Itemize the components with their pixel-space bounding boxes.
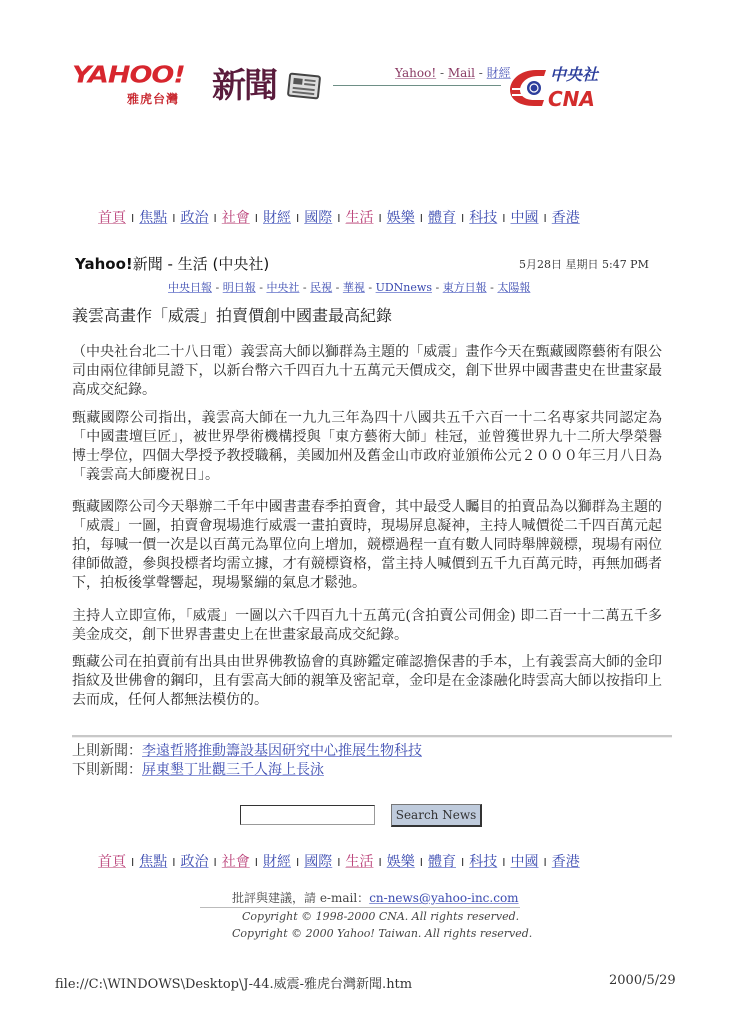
nav-item-society[interactable]: 社會 (221, 210, 250, 226)
search-news-button[interactable]: Search News (391, 804, 482, 827)
article-paragraph: 甄藏國際公司今天舉辦二千年中國書畫春季拍賣會，其中最受人矚目的拍賣品為以獅群為主題的「威震」一圖，拍賣會現場進行威震一畫拍賣時，現場屏息凝神，主持人喊價從二千四百萬元起拍，每喊一價一次是以百萬元為單位向上增加，競標過程一直有數人同時舉牌競標，現場有兩位律師做證，參與投標者均需立據，才有競標資格，當主持人喊價到五千九百萬元時，再無加碼者下，拍板後掌聲響起，現場緊繃的氣息才鬆弛。 (72, 499, 662, 591)
source-link[interactable]: 明日報 (222, 281, 256, 294)
prev-news-link[interactable]: 李遠哲將推動籌設基因研究中心推展生物科技 (142, 743, 422, 759)
article-paragraph: 主持人立即宣佈，「威震」一圖以六千四百九十五萬元(含拍賣公司佣金) 即二百一十二萬五千多美金成交，創下世界書畫史上在世畫家最高成交紀錄。 (72, 608, 662, 643)
article-paragraph: 甄藏國際公司指出，義雲高大師在一九九三年為四十八國共五千六百一十二名專家共同認定為「中國畫壇巨匠」，被世界學術機構授與「東方藝術大師」桂冠，並曾獲世界九十二所大學榮譽博士學位，四個大學授予教授職稱，美國加州及舊金山市政府並頒佈公元２０００年三月八日為「義雲高大師慶祝日」。 (72, 410, 662, 483)
nav-item-politics[interactable]: 政治 (180, 210, 209, 226)
article-headline: 義雲高畫作「威震」拍賣價創中國畫最高紀錄 (72, 306, 393, 325)
section-title-rest: 新聞 - 生活 (中央社) (132, 255, 270, 273)
nav-item-life[interactable]: 生活 (345, 854, 374, 870)
prev-news (72, 740, 422, 760)
nav-item-finance[interactable]: 財經 (263, 854, 291, 870)
feedback-email-link[interactable]: cn-news@yahoo-inc.com (369, 891, 519, 905)
source-link[interactable]: 中央社 (266, 281, 300, 294)
nav-item-entertainment[interactable]: 娛樂 (386, 210, 415, 226)
cna-logo-cn: 中央社 (550, 65, 599, 84)
article-divider (72, 735, 672, 738)
nav-item-entertainment[interactable]: 娛樂 (386, 854, 415, 870)
top-link-sep: - (474, 66, 487, 80)
yahoo-logo-word: YAHOO! (72, 62, 185, 89)
nav-item-china[interactable]: 中國 (510, 854, 539, 870)
nav-item-sports[interactable]: 體育 (428, 210, 456, 226)
source-link[interactable]: 太陽報 (497, 281, 531, 294)
nav-item-home[interactable]: 首頁 (98, 210, 126, 226)
nav-item-home[interactable]: 首頁 (98, 854, 126, 870)
search-input[interactable] (240, 805, 375, 825)
nav-item-hongkong[interactable]: 香港 (551, 210, 580, 226)
feedback-line (232, 889, 519, 906)
article-paragraph: 甄藏公司在拍賣前有出具由世界佛教協會的真跡鑑定確認擔保書的手本，上有義雲高大師的金印指紋及世佛會的鋼印，且有雲高大師的親筆及密記章，金印是在金漆融化時雲高大師以按指印上去而成，任何人都無法模仿的。 (72, 654, 662, 708)
top-link-mail[interactable]: Mail (447, 66, 475, 80)
next-news-link[interactable]: 屏東墾丁壯觀三千人海上長泳 (142, 762, 324, 778)
top-link-finance[interactable]: 財經 (486, 66, 511, 80)
source-link[interactable]: UDNnews (375, 281, 432, 294)
cna-logo[interactable] (508, 62, 618, 108)
yahoo-logo[interactable] (72, 62, 212, 108)
source-link[interactable]: 華視 (342, 281, 365, 294)
category-nav-top: 首頁 I 焦點 I 政治 I 社會 I 財經 I 國際 I 生活 I 娛樂 I 體育 I 科技 I 中國 I 香港 (98, 210, 580, 226)
nav-item-china[interactable]: 中國 (510, 210, 539, 226)
print-date: 2000/5/29 (609, 973, 676, 988)
feedback-label: 批評與建議，請 e-mail： (232, 891, 370, 905)
yahoo-logo-sub: 雅虎台灣 (127, 92, 180, 106)
print-file-url: file://C:\WINDOWS\Desktop\J-44.威震-雅虎台灣新聞.htm (55, 977, 413, 992)
nav-item-life[interactable]: 生活 (345, 210, 374, 226)
nav-item-finance[interactable]: 財經 (263, 210, 291, 226)
source-links: 中央日報 - 明日報 - 中央社 - 民視 - 華視 - UDNnews - 東方日報 - 太陽報 (168, 281, 531, 294)
source-link[interactable]: 民視 (310, 281, 333, 294)
news-logo: 新聞 (212, 66, 276, 106)
category-nav-bottom: 首頁 I 焦點 I 政治 I 社會 I 財經 I 國際 I 生活 I 娛樂 I 體育 I 科技 I 中國 I 香港 (98, 854, 580, 870)
section-title-brand: Yahoo! (75, 255, 133, 273)
newspaper-icon (287, 72, 321, 100)
top-links (395, 64, 511, 81)
next-news-label: 下則新聞： (72, 762, 142, 778)
nav-item-tech[interactable]: 科技 (469, 210, 498, 226)
nav-item-tech[interactable]: 科技 (469, 854, 498, 870)
nav-item-sports[interactable]: 體育 (428, 854, 456, 870)
source-link[interactable]: 中央日報 (168, 281, 212, 294)
nav-item-international[interactable]: 國際 (304, 210, 333, 226)
nav-item-society[interactable]: 社會 (221, 854, 250, 870)
nav-item-international[interactable]: 國際 (304, 854, 333, 870)
nav-item-focus[interactable]: 焦點 (139, 210, 168, 226)
nav-item-focus[interactable]: 焦點 (139, 854, 168, 870)
top-link-sep: - (436, 66, 448, 80)
source-link[interactable]: 東方日報 (442, 281, 487, 294)
copyright-cna: Copyright © 1998-2000 CNA. All rights reserved. (242, 910, 520, 923)
top-link-yahoo[interactable]: Yahoo! (395, 66, 437, 80)
article-paragraph: （中央社台北二十八日電）義雲高大師以獅群為主題的「威震」畫作今天在甄藏國際藝術有限公司由兩位律師見證下，以新台幣六千四百九十五萬元天價成交，創下世界中國書畫史在世畫家最高成交紀錄。 (72, 344, 662, 398)
section-title (75, 253, 269, 274)
article-datetime: 5月28日 星期日 5:47 PM (519, 258, 649, 271)
nav-item-politics[interactable]: 政治 (180, 854, 209, 870)
nav-item-hongkong[interactable]: 香港 (551, 854, 580, 870)
next-news (72, 759, 324, 779)
prev-news-label: 上則新聞： (72, 743, 142, 759)
header-divider (333, 85, 501, 86)
cna-logo-en: CNA (548, 87, 595, 108)
footer-divider (200, 907, 520, 908)
copyright-yahoo: Copyright © 2000 Yahoo! Taiwan. All rights reserved. (232, 927, 533, 940)
